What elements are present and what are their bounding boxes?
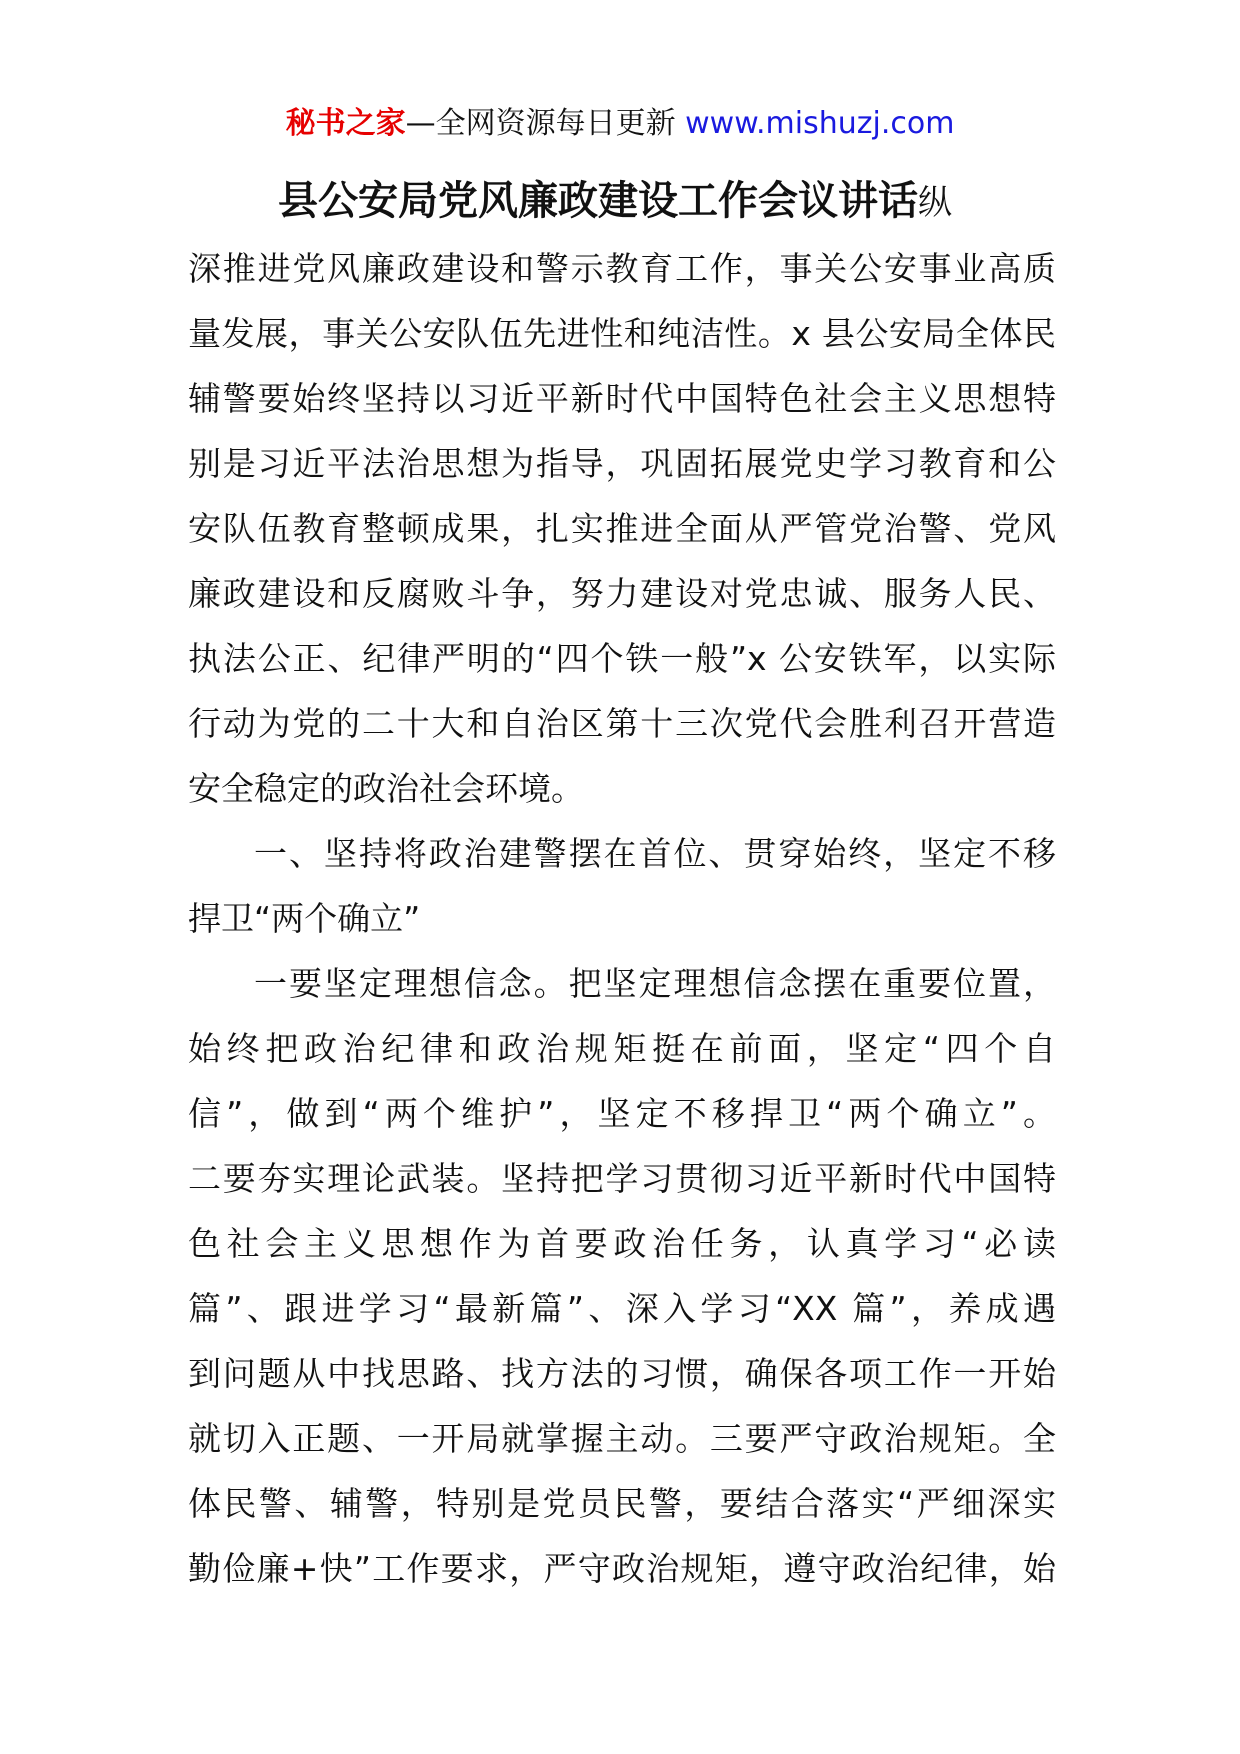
body-line: 执法公正、纪律严明的“四个铁一般”x 公安铁军，以实际 [188,639,1056,678]
body-line: 一要坚定理想信念。把坚定理想信念摆在重要位置， [254,964,1056,1003]
body-line: 辅警要始终坚持以习近平新时代中国特色社会主义思想特 [188,379,1056,418]
body-line: 到问题从中找思路、找方法的习惯，确保各项工作一开始 [188,1354,1056,1393]
body-line: 廉政建设和反腐败斗争，努力建设对党忠诚、服务人民、 [188,574,1056,613]
body-line: 勤俭廉+快”工作要求，严守政治规矩，遵守政治纪律，始 [188,1549,1056,1588]
document-title: 县公安局党风廉政建设工作会议讲话 [278,178,918,224]
title-tail-text: 纵 [918,183,952,223]
document-body [188,166,1056,1601]
body-line: 安队伍教育整顿成果，扎实推进全面从严管党治警、党风 [188,509,1056,548]
body-line: 色社会主义思想作为首要政治任务，认真学习“必读 [188,1224,1056,1263]
site-header [0,104,1240,144]
body-line: 安全稳定的政治社会环境。 [188,769,584,808]
body-line: 始终把政治纪律和政治规矩挺在前面，坚定“四个自 [188,1029,1056,1068]
section-heading-cont: 捍卫“两个确立” [188,899,421,938]
body-line: 深推进党风廉政建设和警示教育工作，事关公安事业高质 [188,249,1056,288]
body-line: 行动为党的二十大和自治区第十三次党代会胜利召开营造 [188,704,1056,743]
site-brand: 秘书之家 [285,106,406,141]
title-line [188,166,1056,236]
body-line: 篇”、跟进学习“最新篇”、深入学习“XX 篇”，养成遇 [188,1289,1056,1328]
body-line: 信”，做到“两个维护”，坚定不移捍卫“两个确立”。 [188,1094,1056,1133]
body-line: 量发展，事关公安队伍先进性和纯洁性。x 县公安局全体民 [188,314,1056,353]
section-heading: 一、坚持将政治建警摆在首位、贯穿始终，坚定不移 [254,834,1056,873]
body-line: 别是习近平法治思想为指导，巩固拓展党史学习教育和公 [188,444,1056,483]
body-line: 体民警、辅警，特别是党员民警，要结合落实“严细深实 [188,1484,1056,1523]
body-line: 就切入正题、一开局就掌握主动。三要严守政治规矩。全 [188,1419,1056,1458]
site-slogan: —全网资源每日更新 [405,106,676,141]
site-url-link[interactable]: www.mishuzj.com [685,106,955,141]
body-line: 二要夯实理论武装。坚持把学习贯彻习近平新时代中国特 [188,1159,1056,1198]
